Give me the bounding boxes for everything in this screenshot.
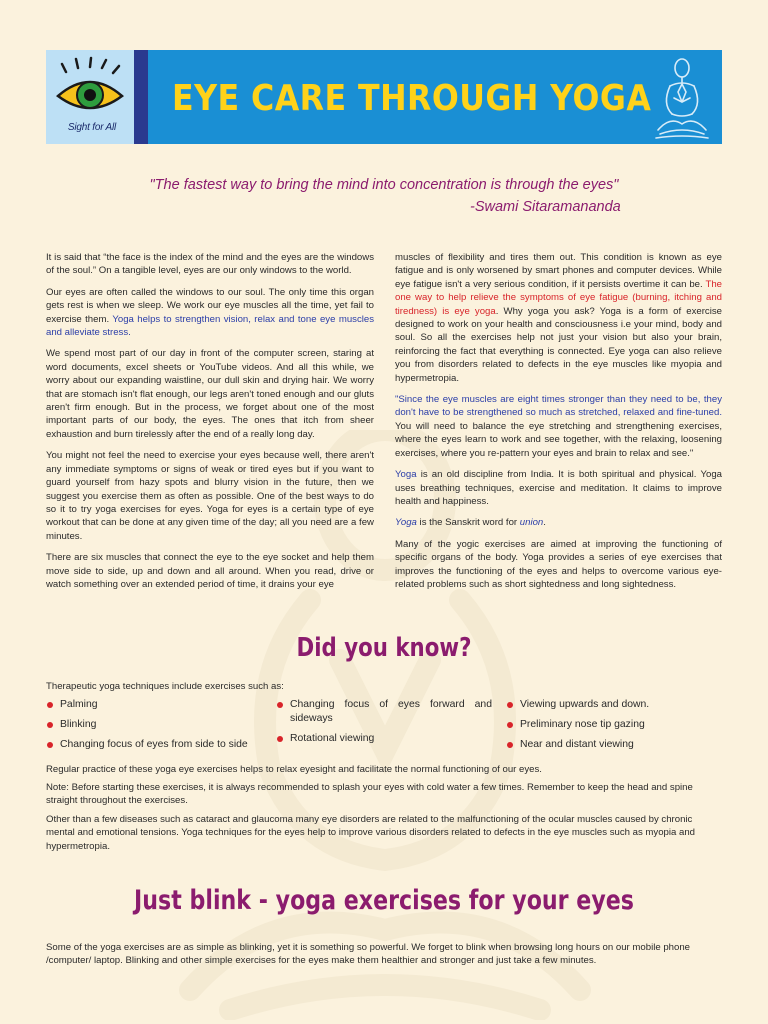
logo (46, 50, 134, 144)
paragraph: We spend most part of our day in front of the computer screen, staring at word documents, excel sheets or YouTube videos. And all this while, we worry about our expanding waistline, our dull skin and drying hair. We worry that are stomach isn't flat enough, our legs aren't toned enough and our gluts aren't firm enough. But in the process, we forget about one of the most important parts of our body, the eyes. The ones that itch from sheer exhaustion and burn tirelessly after the end of a really long day. (46, 348, 374, 440)
just-blink-heading: Just blink - yoga exercises for your eyes (134, 885, 634, 916)
right-column (395, 251, 722, 599)
highlight-text: union (519, 517, 544, 529)
list-item: Changing focus of eyes forward and sideways (276, 698, 492, 726)
paragraph: It is said that “the face is the index of the mind and the eyes are the windows of the soul.” On a tangible level, eyes are our only windows to the world. (46, 252, 374, 277)
just-blink-para: Some of the yoga exercises are as simple as blinking, yet it is something so powerful. We forget to blink when browsing long hours on our mobile phone /computer/ laptop. Blinking and other simple exercises for the eyes make them healthier and stronger and just take a few minutes. (46, 942, 691, 967)
list-item: Palming (46, 698, 266, 712)
paragraph: Yoga is the Sanskrit word for union. (395, 517, 546, 529)
eye-logo-icon (46, 50, 134, 122)
did-you-know-para-1: Regular practice of these yoga eye exercises helps to relax eyesight and facilitate the normal functioning of our eyes. (46, 764, 542, 775)
paragraph: "Since the eye muscles are eight times stronger than they need to be, they don't have to be strengthened so much as stretched, relaxed and fine-tuned. You will need to balance the eye stretching and strengthening exercises, where the eyes learn to work and see together, with the relaxing, loosening exercises, where you re-pattern your eyes and brain to relax and see." (395, 394, 722, 459)
list-item: Preliminary nose tip gazing (506, 718, 722, 732)
left-column (46, 251, 374, 599)
highlight-text: Yoga helps to strengthen vision, relax and tone eye muscles and alleviate stress. (46, 313, 375, 339)
paragraph: muscles of flexibility and tires them out. This condition is known as eye fatigue and is only worsened by smart phones and computer devices. While eye fatigue isn't a very serious condition, if it persists overtime it can be. The one way to help relieve the symptoms of eye fatigue (burning, itching and tiredness) is eye yoga. Why yoga you ask? Yoga is a form of exercise designed to work on your health and consciousness i.e your mind, body and soul. So all the exercises help not just your vision but also your brain, reinforcing the fact that everything is connected. Eye yoga can also relieve you from disorders related to defects in the eye muscles like myopia and hypermetropia. (395, 252, 722, 384)
quote-author: -Swami Sitaramananda (470, 199, 621, 215)
exercise-list-2 (276, 698, 492, 752)
exercise-list-3 (506, 698, 722, 758)
paragraph: Many of the yogic exercises are aimed at improving the functioning of specific organs of the body. Yoga provides a series of eye exercises that improves the functioning of the eyes and helps to overcome various eye-related problems such as short sightedness and long sightedness. (395, 538, 722, 590)
header-divider (134, 50, 148, 144)
did-you-know-intro: Therapeutic yoga techniques include exercises such as: (46, 681, 284, 692)
list-item: Rotational viewing (276, 732, 492, 746)
list-item: Near and distant viewing (506, 738, 722, 752)
did-you-know-para-3: Other than a few diseases such as cataract and glaucoma many eye disorders are related to the malfunctioning of the ocular muscles caused by chronic mental and emotional tensions. Yoga techniques for the eyes help to improve various disorders related to defects in the eye muscles such as myopia and hypermetropia. (46, 814, 696, 852)
exercise-list-1 (46, 698, 266, 758)
highlight-text: "Since the eye muscles are eight times stronger than they need to be, they don't have to be strengthened so much as stretched, relaxed and fine-tuned. (395, 394, 722, 419)
highlight-text: The one way to help relieve the symptoms of eye fatigue (burning, itching and tiredness) is eye yoga (395, 278, 722, 317)
list-item: Changing focus of eyes from side to side (46, 738, 266, 752)
highlight-text: Yoga (395, 517, 417, 529)
list-item: Viewing upwards and down. (506, 698, 722, 712)
quote-text: "The fastest way to bring the mind into concentration is through the eyes" (149, 177, 619, 193)
page-title: EYE CARE THROUGH YOGA (172, 78, 652, 119)
paragraph: Yoga is an old discipline from India. It is both spiritual and physical. Yoga uses breathing techniques, exercise and meditation. It claims to improve health and happiness. (395, 469, 722, 507)
did-you-know-heading: Did you know? (296, 633, 472, 663)
paragraph: There are six muscles that connect the eye to the eye socket and help them move side to side, up and down and all around. When you read, drive or watch something over an extended period of time, it drains your eye (46, 552, 374, 590)
meditating-yogi-icon (652, 54, 712, 142)
did-you-know-para-2: Note: Before starting these exercises, it is always recommended to splash your eyes with cold water a few times. Remember to keep the head and spine straight throughout the exercises. (46, 782, 693, 807)
highlight-text: Yoga (395, 469, 417, 481)
logo-caption: Sight for All (67, 122, 117, 133)
paragraph: You might not feel the need to exercise your eyes because well, there aren't any immediate symptoms or signs of weak or tired eyes but if you want to guard yourself from hazy spots and blurry vision in the future, then we suggest you exercise them as often as possible. One of the best ways to do so it to try yoga exercises for eyes. Yoga for eyes is a certain type of eye workout that can be done at any given time of the day; all you need are a few minutes. (46, 450, 374, 542)
list-item: Blinking (46, 718, 266, 732)
paragraph: Our eyes are often called the windows to our soul. The only time this organ gets rest is when we sleep. We work our eye muscles all the time, yet fail to exercise them. Yoga helps to strengthen vision, relax and tone eye muscles and alleviate stress. (46, 286, 375, 339)
header-banner (46, 50, 722, 144)
